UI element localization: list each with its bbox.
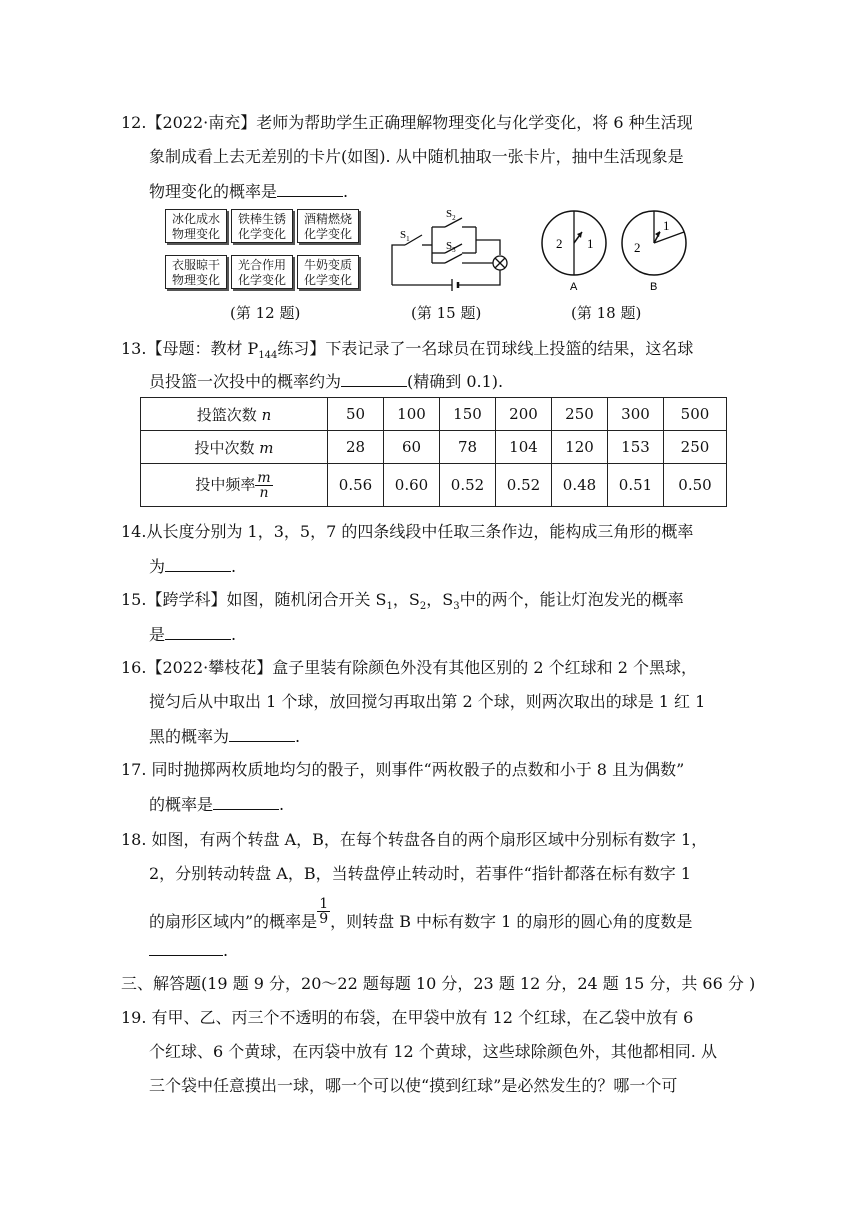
q14-line1: 14.从长度分别为 1，3，5，7 的四条线段中任取三条作边，能构成三角形的概率 xyxy=(121,522,694,541)
table-cell: 60 xyxy=(384,431,440,464)
table-row xyxy=(141,464,727,507)
spinner-a xyxy=(538,208,610,292)
row-header: 投中次数 m xyxy=(141,431,328,464)
q16-line1: 16.【2022·攀枝花】盒子里装有除颜色外没有其他区别的 2 个红球和 2 个黑球， xyxy=(121,658,697,677)
card-top: 酒精燃烧 xyxy=(303,212,352,226)
q12-line3-text: 物理变化的概率是 xyxy=(149,182,278,201)
fraction: $\frac{m}{n}$ xyxy=(257,469,271,501)
card-bottom: 化学变化 xyxy=(303,273,352,287)
spinner-b-left: 2 xyxy=(634,240,641,255)
label-s1: $S_1$ xyxy=(400,229,410,243)
q15-sub2: 2 xyxy=(419,601,427,613)
q17-line2 xyxy=(149,793,284,816)
caption-12: (第 12 题) xyxy=(230,304,301,322)
row-header: 投篮次数 n xyxy=(141,398,328,431)
caption-18: (第 18 题) xyxy=(571,304,642,322)
fraction: $\frac{1}{9}$ xyxy=(319,896,329,927)
q12-line2: 象制成看上去无差别的卡片(如图). 从中随机抽取一张卡片，抽中生活现象是 xyxy=(149,147,684,166)
q16-line3-text: 黑的概率为 xyxy=(149,727,230,746)
q18-line3 xyxy=(149,897,692,933)
q18-line1: 18. 如图，有两个转盘 A，B，在每个转盘各自的两个扇形区域中分别标有数字 1， xyxy=(121,830,708,849)
spinner-a-right: 1 xyxy=(587,236,594,251)
card-top: 衣服晾干 xyxy=(171,258,220,272)
table-cell: 0.50 xyxy=(664,464,727,507)
answer-blank[interactable] xyxy=(213,793,279,810)
q12-period: . xyxy=(343,182,349,201)
card xyxy=(165,255,227,289)
table-cell: 150 xyxy=(440,398,496,431)
card-bottom: 物理变化 xyxy=(171,227,220,241)
section-heading: 三、解答题(19 题 9 分，20～22 题每题 10 分，23 题 12 分，24 题 15 分，共 66 分 ) xyxy=(121,974,756,993)
card-top: 牛奶变质 xyxy=(303,258,352,272)
q12-line3 xyxy=(149,180,348,203)
q18-line2: 2，分别转动转盘 A，B，当转盘停止转动时，若事件“指针都落在标有数字 1 xyxy=(149,864,692,883)
q16-line2: 搅匀后从中取出 1 个球，放回搅匀再取出第 2 个球，则两次取出的球是 1 红 1 xyxy=(149,692,706,711)
label-s2: $S_2$ xyxy=(446,208,456,222)
table-cell: 500 xyxy=(664,398,727,431)
table-cell: 200 xyxy=(496,398,552,431)
q19-line1: 19. 有甲、乙、丙三个不透明的布袋，在甲袋中放有 12 个红球，在乙袋中放有 6 xyxy=(121,1008,694,1027)
q15-line1 xyxy=(121,589,684,618)
q18-line3-text: 的扇形区域内”的概率是 xyxy=(149,912,318,931)
q16-line3 xyxy=(149,725,300,748)
table-cell: 250 xyxy=(552,398,608,431)
q15-sub1: 1 xyxy=(386,601,393,613)
caption-15: (第 15 题) xyxy=(411,304,482,322)
q19-line3: 三个袋中任意摸出一球，哪一个可以使“摸到红球”是必然发生的？哪一个可 xyxy=(149,1076,678,1095)
card-top: 光合作用 xyxy=(237,258,286,272)
spinner-b xyxy=(618,208,690,292)
table-cell: 0.52 xyxy=(496,464,552,507)
table-cell: 78 xyxy=(440,431,496,464)
q13-line2 xyxy=(149,370,503,393)
spinner-b-right: 1 xyxy=(663,218,670,233)
q15-line2 xyxy=(149,623,236,646)
q18-line4 xyxy=(149,939,228,962)
table-cell: 250 xyxy=(664,431,727,464)
q19-line2: 个红球、6 个黄球，在丙袋中放有 12 个黄球，这些球除颜色外，其他都相同. 从 xyxy=(149,1042,717,1061)
q14-period: . xyxy=(231,557,237,576)
circuit-diagram xyxy=(380,205,540,300)
row-header: 投中频率 $\frac{m}{n}$ xyxy=(141,464,328,507)
q15-text: ，S xyxy=(426,590,454,609)
card xyxy=(231,209,293,243)
label-s3: $S_3$ xyxy=(446,240,456,254)
q15-period: . xyxy=(231,625,237,644)
answer-blank[interactable] xyxy=(165,623,231,640)
table-cell: 153 xyxy=(608,431,664,464)
answer-blank[interactable] xyxy=(229,725,295,742)
table-cell: 120 xyxy=(552,431,608,464)
table-cell: 28 xyxy=(328,431,384,464)
q14-line2-text: 为 xyxy=(149,557,166,576)
answer-blank[interactable] xyxy=(277,180,343,197)
table-cell: 300 xyxy=(608,398,664,431)
q16-period: . xyxy=(295,727,301,746)
table-cell: 104 xyxy=(496,431,552,464)
card-bottom: 化学变化 xyxy=(237,227,286,241)
table-cell: 100 xyxy=(384,398,440,431)
q13-line1-post: 练习】下表记录了一名球员在罚球线上投篮的结果，这名球 xyxy=(277,339,694,358)
q18-line3-post: ，则转盘 B 中标有数字 1 的扇形的圆心角的度数是 xyxy=(330,912,693,931)
answer-blank[interactable] xyxy=(341,370,407,387)
table-cell: 0.52 xyxy=(440,464,496,507)
card xyxy=(297,255,359,289)
card xyxy=(231,255,293,289)
q13-line2-text: 员投篮一次投中的概率约为 xyxy=(149,372,342,391)
q15-text: ，S xyxy=(392,590,420,609)
q13-line1-text: 13.【母题：教材 P xyxy=(121,339,259,358)
spinner-a-label: A xyxy=(570,281,578,292)
q17-line2-text: 的概率是 xyxy=(149,795,214,814)
card-bottom: 物理变化 xyxy=(171,273,220,287)
q15-text: 中的两个，能让灯泡发光的概率 xyxy=(459,590,684,609)
q15-line2-text: 是 xyxy=(149,625,166,644)
q13-page-sub: 144 xyxy=(258,350,278,362)
answer-blank[interactable] xyxy=(165,555,231,572)
shooting-table xyxy=(140,397,727,507)
card-top: 铁棒生锈 xyxy=(237,212,286,226)
table-row xyxy=(141,398,727,431)
q17-line1: 17. 同时抛掷两枚质地均匀的骰子，则事件“两枚骰子的点数和小于 8 且为偶数” xyxy=(121,760,685,779)
q13-line1 xyxy=(121,338,693,367)
card xyxy=(297,209,359,243)
table-cell: 0.48 xyxy=(552,464,608,507)
spinner-a-left: 2 xyxy=(556,236,563,251)
answer-blank[interactable] xyxy=(149,939,223,956)
table-cell: 50 xyxy=(328,398,384,431)
table-row xyxy=(141,431,727,464)
card xyxy=(165,209,227,243)
table-cell: 0.60 xyxy=(384,464,440,507)
q17-period: . xyxy=(279,795,285,814)
spinner-b-label: B xyxy=(650,281,658,292)
q15-text: 15.【跨学科】如图，随机闭合开关 S xyxy=(121,590,387,609)
table-cell: 0.56 xyxy=(328,464,384,507)
card-bottom: 化学变化 xyxy=(303,227,352,241)
card-bottom: 化学变化 xyxy=(237,273,286,287)
q13-line2-post: (精确到 0.1). xyxy=(407,372,504,391)
q15-sub3: 3 xyxy=(453,601,460,613)
table-cell: 0.51 xyxy=(608,464,664,507)
q18-period: . xyxy=(223,941,229,960)
q12-line1: 12.【2022·南充】老师为帮助学生正确理解物理变化与化学变化，将 6 种生活现 xyxy=(121,113,693,132)
card-top: 冰化成水 xyxy=(171,212,220,226)
q14-line2 xyxy=(149,555,236,578)
